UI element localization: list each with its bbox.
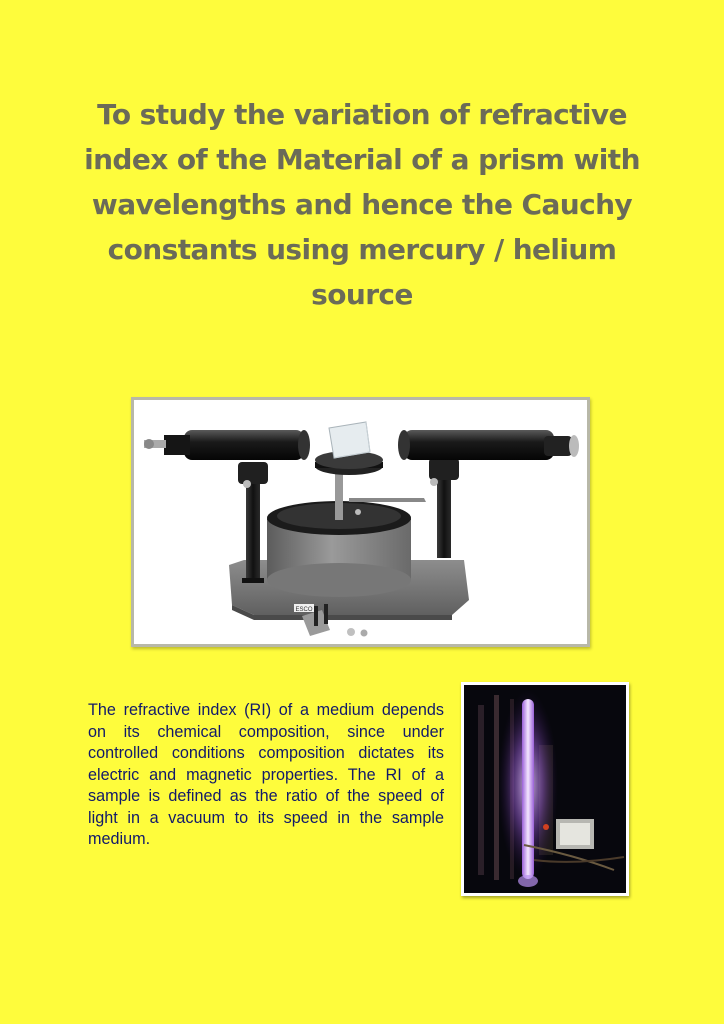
description-paragraph: The refractive index (RI) of a medium depends on its chemical composition, since under controlled conditions composition dictates its electric and magnetic properties. The RI of a sample is defined as the ratio of the speed of light in a vacuum to its speed in the sample medium.	[88, 701, 444, 848]
spectrometer-photo	[131, 397, 590, 647]
page-title: To study the variation of refractive index of the Material of a prism with wavelengths and hence the Cauchy constants using mercury / helium source	[84, 98, 640, 311]
brand-label: ESCO	[295, 607, 313, 613]
discharge-lamp-photo	[461, 682, 629, 896]
lamp-illustration	[464, 685, 626, 893]
spectrometer-illustration	[134, 400, 587, 644]
